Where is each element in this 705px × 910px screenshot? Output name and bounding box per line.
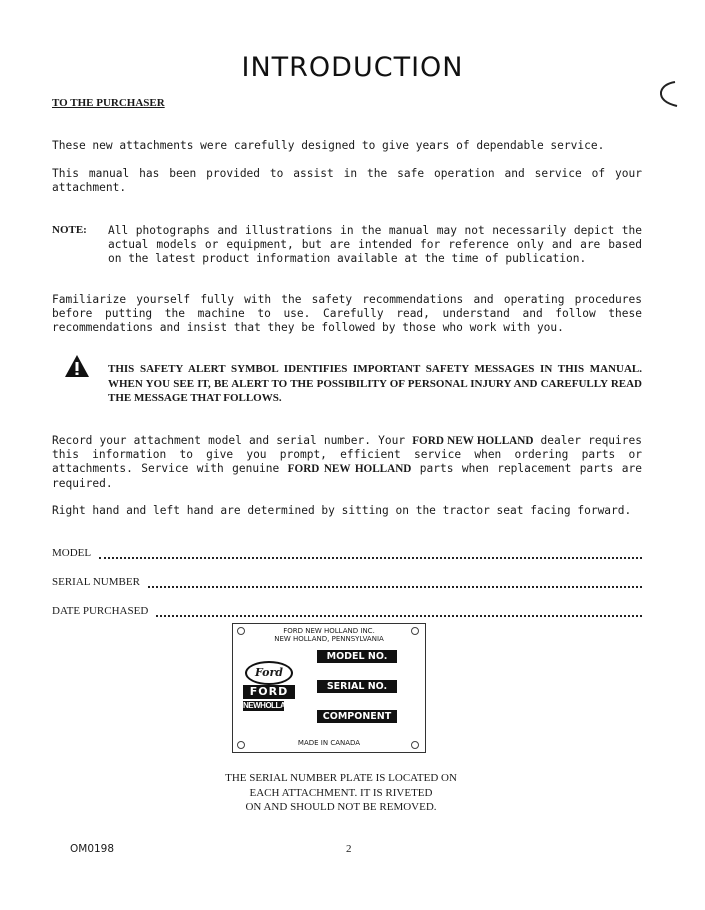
- record-text-2: dealer requires this information to give you prompt, efficient service when ordering parts or attachments. Service with genuine: [52, 434, 642, 476]
- intro-paragraph-2: This manual has been provided to assist in the safe operation and service of your attachment.: [52, 167, 642, 195]
- date-purchased-field: [52, 603, 642, 617]
- note-label: NOTE:: [52, 224, 87, 236]
- date-purchased-label: DATE PURCHASED: [52, 605, 149, 617]
- plate-maker-line-2: NEW HOLLAND, PENNSYLVANIA: [274, 635, 384, 643]
- brand-name: FORD NEW HOLLAND: [287, 463, 412, 476]
- plate-maker: [233, 627, 425, 643]
- serial-number-label: SERIAL NUMBER: [52, 576, 140, 588]
- caption-line-1: THE SERIAL NUMBER PLATE IS LOCATED ON: [225, 772, 457, 784]
- model-no-box: MODEL NO.: [317, 650, 397, 663]
- brand-name: FORD NEW HOLLAND: [412, 435, 534, 447]
- handedness-paragraph: Right hand and left hand are determined by sitting on the tractor seat facing forward.: [52, 504, 632, 517]
- section-heading: TO THE PURCHASER: [52, 97, 165, 109]
- document-code: OM0198: [70, 843, 115, 855]
- ford-logo-icon: [245, 661, 293, 685]
- record-text-1: Record your attachment model and serial number. Your: [52, 434, 413, 447]
- note-text: All photographs and illustrations in the manual may not necessarily depict the actual models or equipment, but are intended for reference only and are based on the latest product information available at the time of publication.: [108, 224, 642, 266]
- safety-recommendations-paragraph: Familiarize yourself fully with the safety recommendations and operating procedures before putting the machine to use. Carefully read, understand and follow these recommendations and insist that they be followed by those who work with you.: [52, 293, 642, 335]
- caption-line-2: EACH ATTACHMENT. IT IS RIVETED: [249, 786, 433, 799]
- page-number: 2: [346, 843, 352, 855]
- record-text-3: parts when replacement parts are required.: [52, 462, 642, 490]
- plate-maker-line-1: FORD NEW HOLLAND INC.: [283, 627, 375, 635]
- ford-script-logo: Ford: [254, 666, 284, 679]
- model-label: MODEL: [52, 547, 92, 559]
- made-in-text: MADE IN CANADA: [297, 739, 361, 747]
- plate-caption: [196, 771, 486, 815]
- page-title: INTRODUCTION: [241, 52, 464, 83]
- caption-line-3: ON AND SHOULD NOT BE REMOVED.: [245, 801, 437, 813]
- serial-number-dotted-line: [148, 577, 642, 588]
- date-purchased-dotted-line: [156, 606, 642, 617]
- record-serial-paragraph: [52, 434, 642, 491]
- safety-alert-triangle-icon: [64, 354, 90, 378]
- safety-alert-text: THIS SAFETY ALERT SYMBOL IDENTIFIES IMPORTANT SAFETY MESSAGES IN THIS MANUAL. WHEN YOU SEE IT, BE ALERT TO THE POSSIBILITY OF PERSONAL INJURY AND CAREFULLY READ THE MESSAGE THAT FOLLOWS.: [108, 363, 642, 404]
- corner-mark-icon: [657, 80, 681, 108]
- newholland-wordmark: NEWHOLLAND: [243, 701, 296, 710]
- serial-number-field: [52, 574, 642, 588]
- serial-no-box: SERIAL NO.: [317, 680, 397, 693]
- intro-paragraph-1: These new attachments were carefully designed to give years of dependable service.: [52, 139, 605, 152]
- serial-number-plate: [232, 623, 426, 753]
- ford-wordmark: FORD: [243, 685, 295, 699]
- component-box: COMPONENT: [317, 710, 397, 723]
- model-field: [52, 545, 642, 559]
- model-dotted-line: [99, 548, 642, 559]
